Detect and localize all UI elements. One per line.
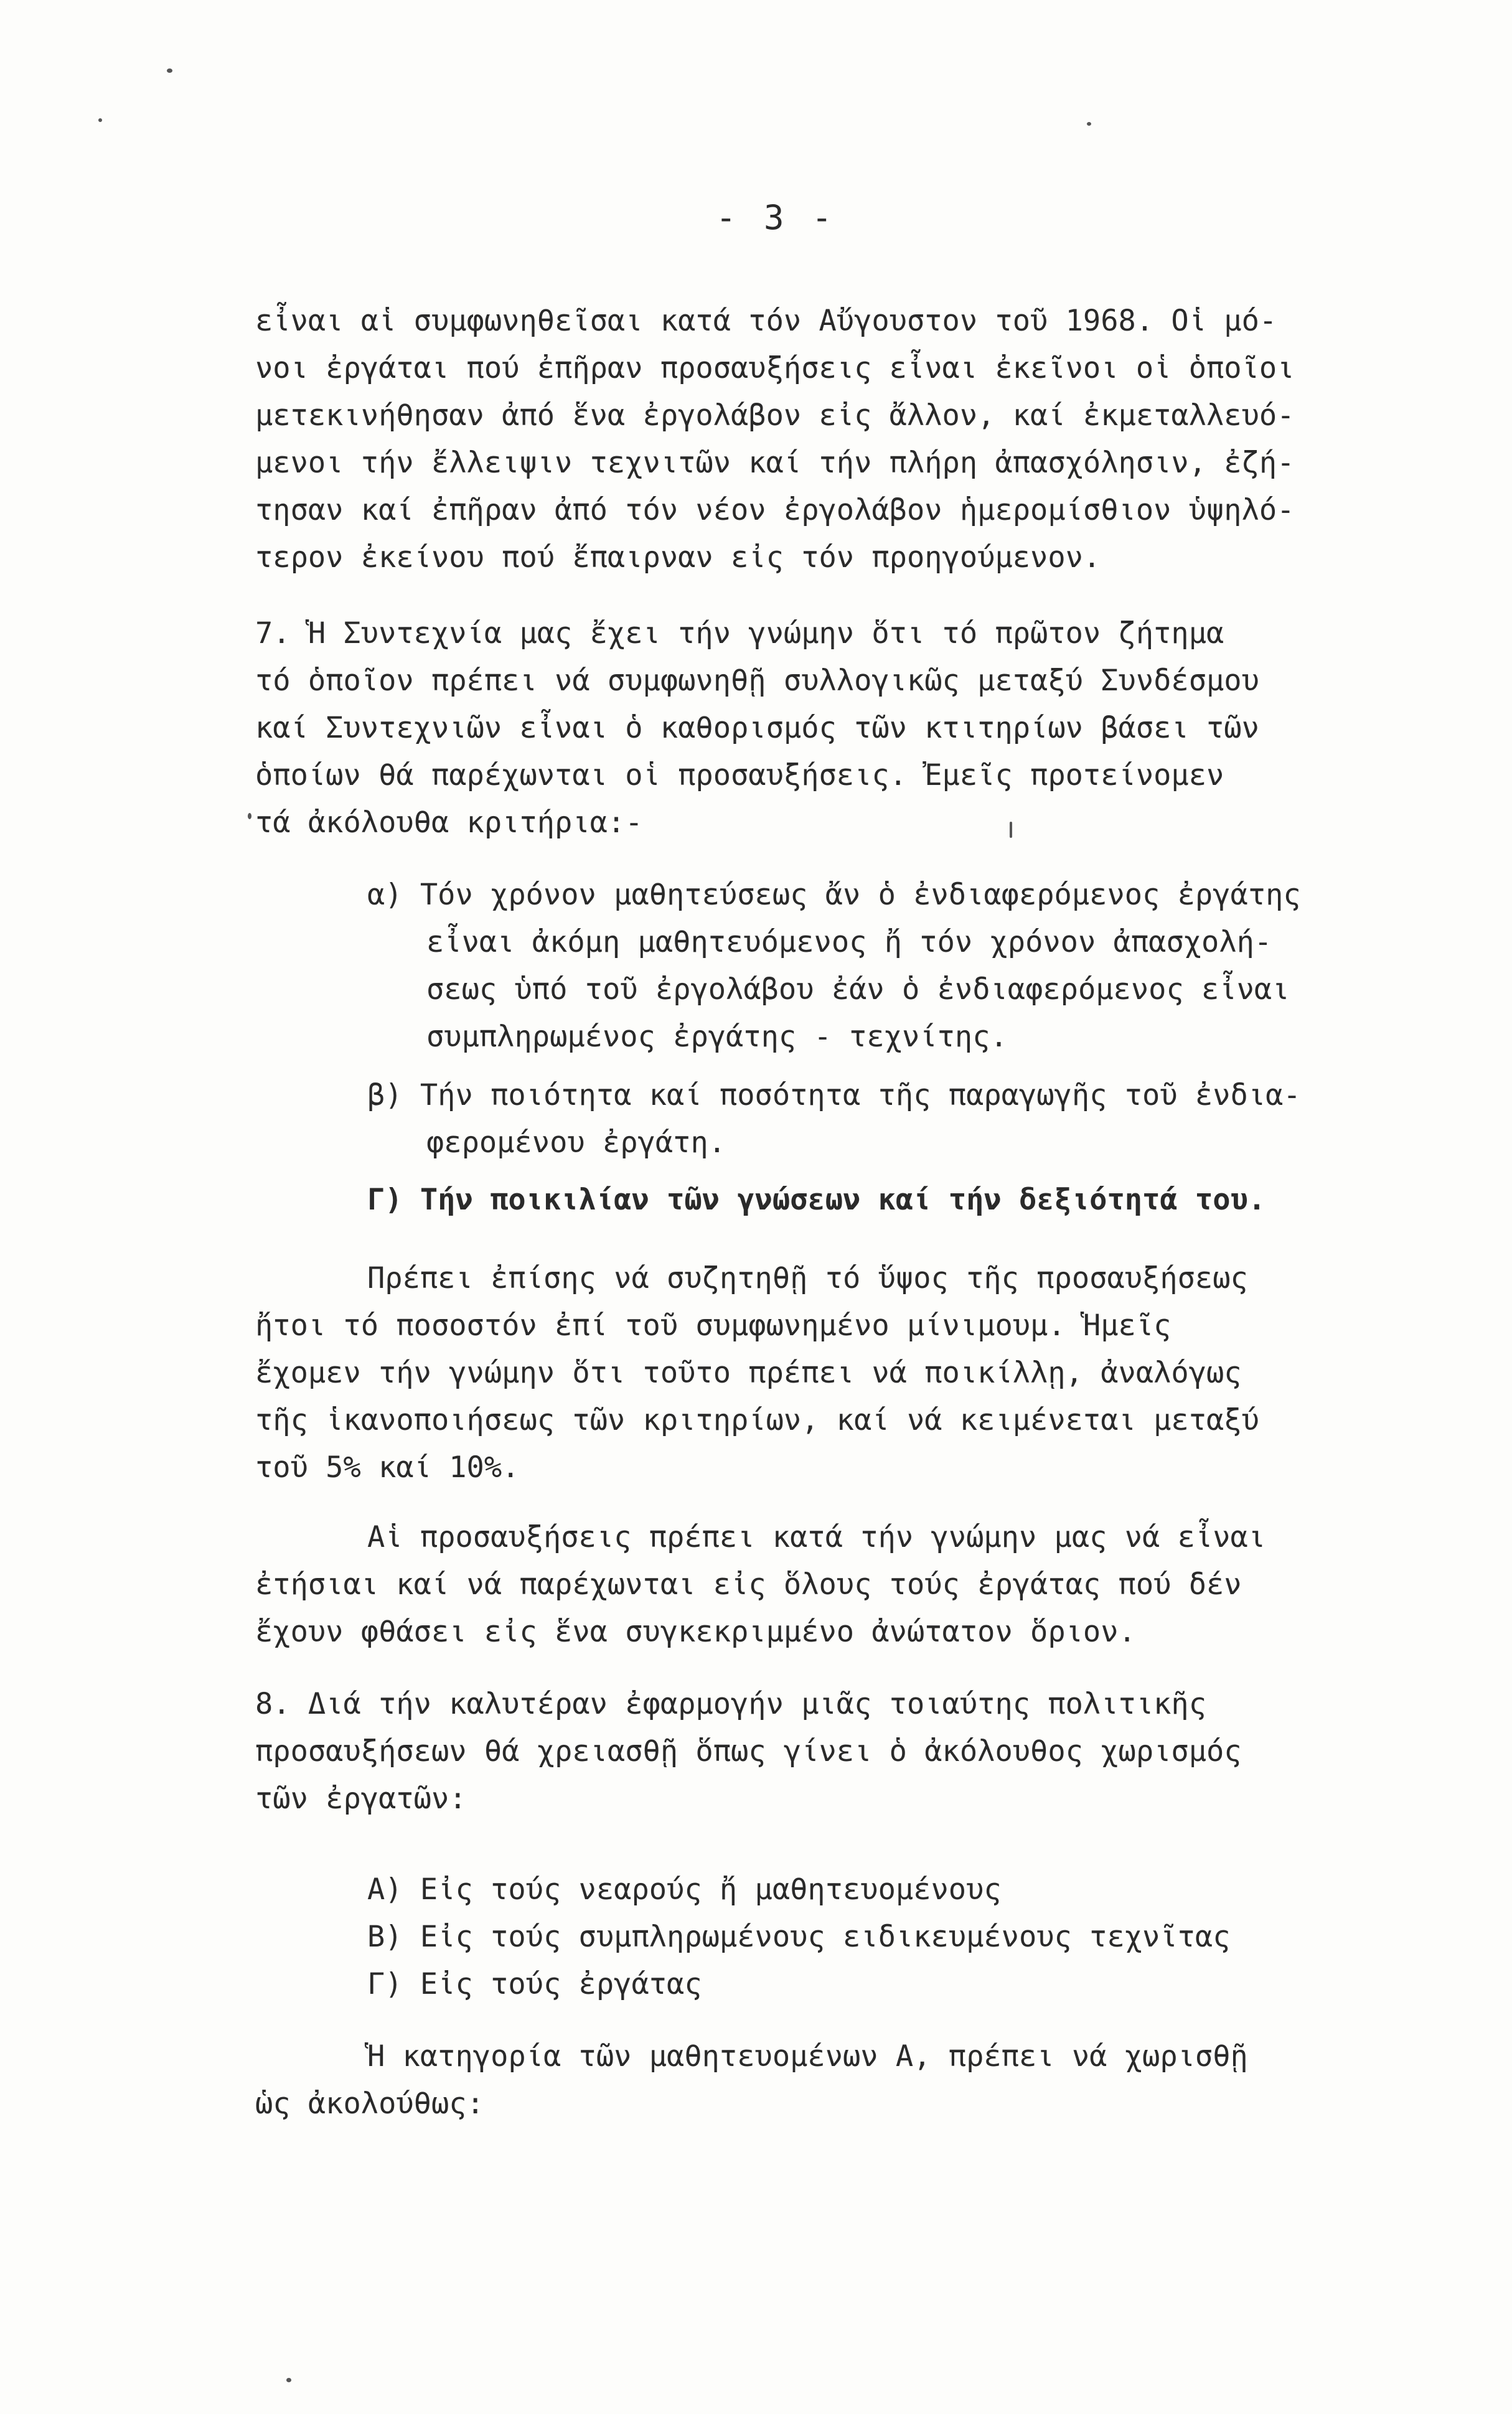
- text-line: ἤτοι τό ποσοστόν ἐπί τοῦ συμφωνημένο μίνιμουμ. Ἡμεῖς: [255, 1308, 1172, 1343]
- list-item: Γ) Εἰς τούς ἐργάτας: [367, 1967, 702, 2001]
- text-line: καί Συντεχνιῶν εἶναι ὁ καθορισμός τῶν κτιτηρίων βάσει τῶν: [255, 711, 1259, 745]
- text-line: Γ) Τήν ποικιλίαν τῶν γνώσεων καί τήν δεξιότητά του.: [367, 1183, 1266, 1217]
- text-line: τῶν ἐργατῶν:: [255, 1782, 467, 1816]
- text-line: προσαυξήσεων θά χρειασθῇ ὅπως γίνει ὁ ἀκόλουθος χωρισμός: [255, 1734, 1242, 1768]
- text-line: εἶναι ἀκόμη μαθητευόμενος ἤ τόν χρόνον ἀπασχολή-: [426, 925, 1272, 959]
- scan-speck: [167, 68, 172, 73]
- text-line: 8. Διά τήν καλυτέραν ἐφαρμογήν μιᾶς τοιαύτης πολιτικῆς: [255, 1687, 1207, 1721]
- text-line: συμπληρωμένος ἐργάτης - τεχνίτης.: [426, 1020, 1008, 1054]
- text-line: τοῦ 5% καί 10%.: [255, 1450, 520, 1485]
- text-line: τερον ἐκείνου πού ἔπαιρναν εἰς τόν προηγούμενον.: [255, 540, 1101, 575]
- text-line: Αἱ προσαυξήσεις πρέπει κατά τήν γνώμην μας νά εἶναι: [367, 1520, 1266, 1554]
- page-number: - 3 -: [716, 198, 836, 237]
- text-line: τησαν καί ἐπῆραν ἀπό τόν νέον ἐργολάβον ἡμερομίσθιον ὑψηλό-: [255, 493, 1295, 527]
- text-line: μενοι τήν ἔλλειψιν τεχνιτῶν καί τήν πλήρη ἀπασχόλησιν, ἐζή-: [255, 446, 1295, 480]
- criterion-b: [255, 1072, 1407, 1167]
- text-line: α) Τόν χρόνον μαθητεύσεως ἄν ὁ ἐνδιαφερόμενος ἐργάτης: [367, 878, 1301, 912]
- paragraph-percentage: [255, 1255, 1407, 1491]
- scan-speck: [248, 813, 251, 819]
- paragraph-7: [255, 610, 1407, 847]
- list-item: Β) Εἰς τούς συμπληρωμένους ειδικευμένους τεχνῖτας: [367, 1920, 1231, 1954]
- text-line: Πρέπει ἐπίσης νά συζητηθῇ τό ὕψος τῆς προσαυξήσεως: [367, 1261, 1248, 1295]
- criterion-g: [255, 1176, 1407, 1224]
- paragraph-continuation: [255, 298, 1407, 581]
- text-line: 7. Ἡ Συντεχνία μας ἔχει τήν γνώμην ὅτι τό πρῶτον ζήτημα: [255, 616, 1224, 650]
- text-line: β) Τήν ποιότητα καί ποσότητα τῆς παραγωγῆς τοῦ ἐνδια-: [367, 1078, 1301, 1112]
- paragraph-annual: [255, 1514, 1407, 1656]
- text-line: ὁποίων θά παρέχωνται οἱ προσαυξήσεις. Ἐμεῖς προτείνομεν: [255, 758, 1224, 792]
- category-list: [255, 1866, 1407, 2008]
- text-line: νοι ἐργάται πού ἐπῆραν προσαυξήσεις εἶναι ἐκεῖνοι οἱ ὁποῖοι: [255, 351, 1295, 385]
- text-line: σεως ὑπό τοῦ ἐργολάβου ἐάν ὁ ἐνδιαφερόμενος εἶναι: [426, 972, 1290, 1007]
- text-line: τό ὁποῖον πρέπει νά συμφωνηθῇ συλλογικῶς μεταξύ Συνδέσμου: [255, 664, 1259, 698]
- scan-speck: [1087, 122, 1091, 126]
- text-line: τά ἀκόλουθα κριτήρια:-: [255, 805, 643, 840]
- text-line: φερομένου ἐργάτη.: [426, 1125, 726, 1160]
- text-line: εἶναι αἱ συμφωνηθεῖσαι κατά τόν Αὔγουστον τοῦ 1968. Οἱ μό-: [255, 304, 1277, 338]
- scan-speck: [98, 118, 102, 122]
- text-line: μετεκινήθησαν ἀπό ἕνα ἐργολάβον εἰς ἄλλον, καί ἐκμεταλλευό-: [255, 398, 1295, 433]
- text-line: Ἡ κατηγορία τῶν μαθητευομένων Α, πρέπει νά χωρισθῇ: [367, 2039, 1248, 2074]
- text-line: ὡς ἀκολούθως:: [255, 2087, 484, 2121]
- text-line: τῆς ἱκανοποιήσεως τῶν κριτηρίων, καί νά κειμένεται μεταξύ: [255, 1403, 1259, 1437]
- scan-speck: [286, 2378, 291, 2382]
- paragraph-8: [255, 1681, 1407, 1823]
- criterion-a: [255, 871, 1407, 1061]
- list-item: Α) Εἰς τούς νεαρούς ἤ μαθητευομένους: [367, 1872, 1002, 1907]
- text-line: ἔχομεν τήν γνώμην ὅτι τοῦτο πρέπει νά ποικίλλῃ, ἀναλόγως: [255, 1356, 1242, 1390]
- text-line: ἐτήσιαι καί νά παρέχωνται εἰς ὅλους τούς ἐργάτας πού δέν: [255, 1567, 1242, 1602]
- text-line: ἔχουν φθάσει εἰς ἕνα συγκεκριμμένο ἀνώτατον ὅριον.: [255, 1615, 1136, 1649]
- scan-speck: [1010, 822, 1012, 838]
- paragraph-category-a: [255, 2033, 1407, 2128]
